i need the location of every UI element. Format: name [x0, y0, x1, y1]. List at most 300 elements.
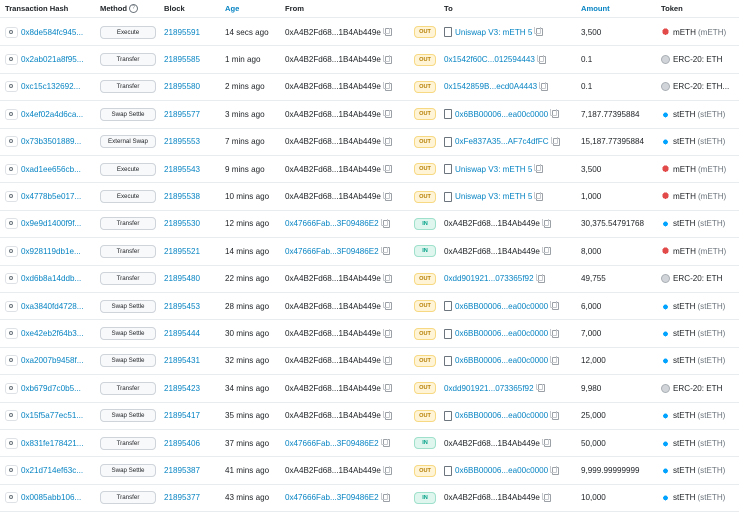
block-link[interactable]: 21895406	[164, 438, 201, 448]
direction-cell	[414, 382, 436, 394]
direction-cell	[414, 54, 436, 66]
hash-cell	[5, 191, 93, 202]
amount-cell: 3,500	[581, 27, 602, 37]
token-name[interactable]: stETH	[673, 493, 696, 503]
block-cell	[164, 110, 220, 119]
block-cell	[164, 356, 220, 365]
block-cell	[164, 165, 220, 174]
from-address: 0xA4B2Fd68...1B4Ab449e	[285, 411, 381, 421]
eye-icon[interactable]	[5, 164, 18, 175]
steth-token-icon	[661, 411, 670, 420]
block-cell	[164, 439, 220, 448]
hash-cell	[5, 164, 93, 175]
transaction-hash-link[interactable]: 0x4ef02a4d6ca...	[21, 109, 84, 119]
copy-icon[interactable]	[552, 330, 559, 338]
table-row	[0, 101, 739, 128]
to-address[interactable]: 0x1542859B...ecd0A4443	[444, 82, 538, 92]
token-name[interactable]: stETH	[673, 219, 696, 229]
token-cell	[661, 82, 739, 91]
copy-icon[interactable]	[385, 138, 392, 146]
eye-icon[interactable]	[5, 81, 18, 92]
to-address: 0xA4B2Fd68...1B4Ab449e	[444, 246, 540, 256]
to-address[interactable]: 0x6BB00006...ea00c0000	[455, 466, 549, 476]
steth-token-icon	[661, 110, 670, 119]
copy-icon[interactable]	[552, 357, 559, 365]
method-cell	[100, 354, 158, 367]
token-symbol: (mETH)	[697, 164, 727, 174]
amount-cell: 25,000	[581, 411, 606, 421]
method-badge: Execute	[100, 190, 156, 203]
to-cell	[444, 247, 578, 256]
token-name[interactable]: stETH	[673, 438, 696, 448]
method-cell	[100, 300, 158, 313]
eth-token-icon	[661, 274, 670, 283]
token-name[interactable]: stETH	[673, 411, 696, 421]
eye-icon[interactable]	[5, 273, 18, 284]
copy-icon[interactable]	[385, 302, 392, 310]
transaction-hash-link[interactable]: 0x9e9d1400f9f...	[21, 219, 82, 229]
table-row	[0, 403, 739, 430]
copy-icon[interactable]	[385, 28, 392, 36]
to-address[interactable]: Uniswap V3: mETH 5	[455, 164, 533, 174]
hash-cell	[5, 355, 93, 366]
eye-icon[interactable]	[5, 410, 18, 421]
method-badge: External Swap	[100, 135, 156, 148]
from-cell	[285, 302, 411, 311]
table-row	[0, 320, 739, 347]
header-amount[interactable]: Amount	[581, 4, 610, 13]
from-address[interactable]: 0x47666Fab...3F09486E2	[285, 246, 379, 256]
direction-cell	[414, 218, 436, 230]
hash-cell	[5, 54, 93, 65]
method-cell	[100, 437, 158, 450]
eye-icon[interactable]	[5, 109, 18, 120]
token-cell	[661, 384, 739, 393]
contract-icon	[444, 192, 452, 202]
block-cell	[164, 55, 220, 64]
to-address[interactable]: 0x6BB00006...ea00c0000	[455, 411, 549, 421]
table-row	[0, 485, 739, 512]
transaction-hash-link[interactable]: 0x4778b5e017...	[21, 192, 82, 202]
block-cell	[164, 82, 220, 91]
direction-cell	[414, 136, 436, 148]
copy-icon[interactable]	[552, 110, 559, 118]
amount-cell: 10,000	[581, 493, 606, 503]
block-link[interactable]: 21895580	[164, 82, 201, 92]
block-link[interactable]: 21895521	[164, 246, 201, 256]
block-link[interactable]: 21895377	[164, 493, 201, 503]
token-name[interactable]: ERC-20: ETH	[673, 274, 723, 284]
from-cell	[285, 466, 411, 475]
token-cell	[661, 411, 739, 420]
token-symbol: (stETH)	[697, 219, 726, 229]
eye-icon[interactable]	[5, 136, 18, 147]
transaction-hash-link[interactable]: 0x21d714ef63c...	[21, 466, 84, 476]
direction-cell	[414, 300, 436, 312]
copy-icon[interactable]	[536, 28, 543, 36]
token-symbol: (mETH)	[697, 27, 727, 37]
method-cell	[100, 382, 158, 395]
table-row	[0, 46, 739, 73]
method-cell	[100, 190, 158, 203]
method-cell	[100, 245, 158, 258]
contract-icon	[444, 109, 452, 119]
copy-icon[interactable]	[538, 275, 545, 283]
method-cell	[100, 108, 158, 121]
question-icon[interactable]: ?	[129, 4, 138, 13]
method-cell	[100, 327, 158, 340]
to-address[interactable]: 0x6BB00006...ea00c0000	[455, 329, 549, 339]
copy-icon[interactable]	[552, 412, 559, 420]
copy-icon[interactable]	[383, 220, 390, 228]
block-link[interactable]: 21895387	[164, 466, 201, 476]
transaction-hash-link[interactable]: 0xe42eb2f64b3...	[21, 329, 84, 339]
copy-icon[interactable]	[385, 193, 392, 201]
copy-icon[interactable]	[385, 467, 392, 475]
copy-icon[interactable]	[541, 83, 548, 91]
token-name[interactable]: ERC-20: ETH	[673, 55, 723, 65]
table-row	[0, 293, 739, 320]
to-cell	[444, 466, 578, 476]
direction-cell	[414, 410, 436, 422]
token-cell	[661, 137, 739, 146]
direction-badge: OUT	[414, 382, 436, 394]
method-cell	[100, 409, 158, 422]
token-name[interactable]: mETH	[673, 164, 696, 174]
method-badge: Transfer	[100, 245, 156, 258]
table-row	[0, 266, 739, 293]
method-badge: Swap Settle	[100, 409, 156, 422]
to-address[interactable]: 0xFe837A35...AF7c4dfFC	[455, 137, 549, 147]
hash-cell	[5, 81, 93, 92]
eye-icon[interactable]	[5, 465, 18, 476]
to-address[interactable]: 0x1542f60C...012594443	[444, 55, 535, 65]
to-address[interactable]: 0x6BB00006...ea00c0000	[455, 301, 549, 311]
token-name[interactable]: mETH	[673, 192, 696, 202]
method-badge: Swap Settle	[100, 300, 156, 313]
table-row	[0, 457, 739, 484]
copy-icon[interactable]	[383, 247, 390, 255]
block-cell	[164, 219, 220, 228]
table-row	[0, 211, 739, 238]
meth-token-icon	[661, 247, 670, 256]
direction-badge: OUT	[414, 81, 436, 93]
copy-icon[interactable]	[538, 384, 545, 392]
block-link[interactable]: 21895480	[164, 274, 201, 284]
age-cell: 28 mins ago	[225, 301, 270, 311]
to-address[interactable]: 0x6BB00006...ea00c0000	[455, 356, 549, 366]
direction-cell	[414, 465, 436, 477]
direction-cell	[414, 191, 436, 203]
from-address: 0xA4B2Fd68...1B4Ab449e	[285, 301, 381, 311]
steth-token-icon	[661, 329, 670, 338]
token-name[interactable]: stETH	[673, 109, 696, 119]
direction-badge: OUT	[414, 163, 436, 175]
hash-cell	[5, 109, 93, 120]
header-to: To	[444, 4, 453, 13]
eye-icon[interactable]	[5, 191, 18, 202]
amount-cell: 1,000	[581, 192, 602, 202]
eye-icon[interactable]	[5, 218, 18, 229]
method-cell	[100, 217, 158, 230]
from-address: 0xA4B2Fd68...1B4Ab449e	[285, 109, 381, 119]
transaction-hash-link[interactable]: 0x8de584fc945...	[21, 27, 84, 37]
from-cell	[285, 274, 411, 283]
eye-icon[interactable]	[5, 438, 18, 449]
token-name[interactable]: mETH	[673, 246, 696, 256]
token-cell	[661, 329, 739, 338]
eye-icon[interactable]	[5, 355, 18, 366]
block-link[interactable]: 21895543	[164, 164, 201, 174]
block-link[interactable]: 21895553	[164, 137, 201, 147]
token-cell	[661, 55, 739, 64]
block-cell	[164, 137, 220, 146]
token-cell	[661, 439, 739, 448]
copy-icon[interactable]	[385, 330, 392, 338]
block-link[interactable]: 21895585	[164, 55, 201, 65]
amount-cell: 7,000	[581, 329, 602, 339]
token-symbol: (stETH)	[697, 466, 726, 476]
direction-badge: IN	[414, 218, 436, 230]
direction-badge: IN	[414, 437, 436, 449]
direction-cell	[414, 108, 436, 120]
token-cell	[661, 493, 739, 502]
method-badge: Swap Settle	[100, 464, 156, 477]
transaction-hash-link[interactable]: 0xb679d7c0b5...	[21, 383, 81, 393]
copy-icon[interactable]	[385, 412, 392, 420]
block-link[interactable]: 21895417	[164, 411, 201, 421]
copy-icon[interactable]	[385, 357, 392, 365]
transaction-hash-link[interactable]: 0x15f5a77ec51...	[21, 411, 84, 421]
method-cell	[100, 80, 158, 93]
to-cell	[444, 356, 578, 366]
token-name[interactable]: ERC-20: ETH	[673, 383, 723, 393]
copy-icon[interactable]	[385, 165, 392, 173]
from-address[interactable]: 0x47666Fab...3F09486E2	[285, 219, 379, 229]
from-address[interactable]: 0x47666Fab...3F09486E2	[285, 438, 379, 448]
method-badge: Transfer	[100, 491, 156, 504]
to-cell	[444, 384, 578, 393]
contract-icon	[444, 137, 452, 147]
from-address: 0xA4B2Fd68...1B4Ab449e	[285, 274, 381, 284]
block-link[interactable]: 21895431	[164, 356, 201, 366]
block-link[interactable]: 21895423	[164, 383, 201, 393]
header-from: From	[285, 4, 304, 13]
contract-icon	[444, 411, 452, 421]
method-cell	[100, 491, 158, 504]
method-cell	[100, 26, 158, 39]
transaction-hash-link[interactable]: 0x831fe178421...	[21, 438, 84, 448]
direction-cell	[414, 355, 436, 367]
copy-icon[interactable]	[536, 165, 543, 173]
hash-cell	[5, 438, 93, 449]
amount-cell: 8,000	[581, 246, 602, 256]
token-name[interactable]: stETH	[673, 466, 696, 476]
token-symbol: (stETH)	[697, 109, 726, 119]
copy-icon[interactable]	[385, 110, 392, 118]
direction-badge: IN	[414, 245, 436, 257]
to-cell	[444, 164, 578, 174]
from-cell	[285, 137, 411, 146]
direction-badge: IN	[414, 492, 436, 504]
from-address[interactable]: 0x47666Fab...3F09486E2	[285, 493, 379, 503]
copy-icon[interactable]	[544, 247, 551, 255]
block-cell	[164, 28, 220, 37]
copy-icon[interactable]	[552, 302, 559, 310]
copy-icon[interactable]	[385, 56, 392, 64]
contract-icon	[444, 356, 452, 366]
transaction-hash-link[interactable]: 0xad1ee656cb...	[21, 164, 81, 174]
age-cell: 2 mins ago	[225, 82, 265, 92]
transaction-hash-link[interactable]: 0x0085abb106...	[21, 493, 82, 503]
block-link[interactable]: 21895577	[164, 109, 201, 119]
to-address[interactable]: Uniswap V3: mETH 5	[455, 192, 533, 202]
age-cell: 14 secs ago	[225, 27, 269, 37]
direction-cell	[414, 437, 436, 449]
method-badge: Swap Settle	[100, 327, 156, 340]
age-cell: 32 mins ago	[225, 356, 270, 366]
amount-cell: 15,187.77395884	[581, 137, 645, 147]
copy-icon[interactable]	[544, 220, 551, 228]
from-address: 0xA4B2Fd68...1B4Ab449e	[285, 82, 381, 92]
to-cell	[444, 411, 578, 421]
token-name[interactable]: stETH	[673, 137, 696, 147]
copy-icon[interactable]	[385, 384, 392, 392]
method-badge: Execute	[100, 26, 156, 39]
copy-icon[interactable]	[536, 193, 543, 201]
method-cell	[100, 464, 158, 477]
block-cell	[164, 302, 220, 311]
meth-token-icon	[661, 192, 670, 201]
age-cell: 1 min ago	[225, 55, 261, 65]
header-method-label: Method	[100, 4, 127, 13]
token-cell	[661, 165, 739, 174]
copy-icon[interactable]	[385, 275, 392, 283]
to-cell	[444, 27, 578, 37]
from-address: 0xA4B2Fd68...1B4Ab449e	[285, 137, 381, 147]
direction-badge: OUT	[414, 54, 436, 66]
to-cell	[444, 301, 578, 311]
direction-badge: OUT	[414, 273, 436, 285]
block-cell	[164, 329, 220, 338]
token-symbol: (mETH)	[697, 192, 727, 202]
to-cell	[444, 329, 578, 339]
block-cell	[164, 466, 220, 475]
table-row	[0, 183, 739, 210]
copy-icon[interactable]	[544, 439, 551, 447]
steth-token-icon	[661, 219, 670, 228]
token-cell	[661, 356, 739, 365]
from-address: 0xA4B2Fd68...1B4Ab449e	[285, 329, 381, 339]
token-name[interactable]: ERC-20: ETH...	[673, 82, 730, 92]
eye-icon[interactable]	[5, 246, 18, 257]
transaction-hash-link[interactable]: 0xa2007b9458f...	[21, 356, 84, 366]
eye-icon[interactable]	[5, 492, 18, 503]
to-cell	[444, 274, 578, 283]
amount-cell: 6,000	[581, 301, 602, 311]
from-address: 0xA4B2Fd68...1B4Ab449e	[285, 27, 381, 37]
eye-icon[interactable]	[5, 54, 18, 65]
eye-icon[interactable]	[5, 27, 18, 38]
block-link[interactable]: 21895453	[164, 301, 201, 311]
block-link[interactable]: 21895538	[164, 192, 201, 202]
amount-cell: 9,980	[581, 383, 602, 393]
token-name[interactable]: stETH	[673, 329, 696, 339]
copy-icon[interactable]	[383, 494, 390, 502]
direction-badge: OUT	[414, 26, 436, 38]
amount-cell: 3,500	[581, 164, 602, 174]
from-cell	[285, 247, 411, 256]
method-badge: Execute	[100, 163, 156, 176]
age-cell: 10 mins ago	[225, 192, 270, 202]
token-cell	[661, 274, 739, 283]
to-address: 0xA4B2Fd68...1B4Ab449e	[444, 438, 540, 448]
steth-token-icon	[661, 302, 670, 311]
token-name[interactable]: stETH	[673, 301, 696, 311]
token-name[interactable]: mETH	[673, 27, 696, 37]
transaction-hash-link[interactable]: 0x928119db1e...	[21, 246, 81, 256]
block-link[interactable]: 21895444	[164, 329, 201, 339]
from-cell	[285, 55, 411, 64]
hash-cell	[5, 246, 93, 257]
from-cell	[285, 411, 411, 420]
method-badge: Swap Settle	[100, 108, 156, 121]
copy-icon[interactable]	[385, 83, 392, 91]
from-address: 0xA4B2Fd68...1B4Ab449e	[285, 192, 381, 202]
to-address[interactable]: 0xdd901921...073365f92	[444, 274, 534, 284]
transaction-hash-link[interactable]: 0x2ab021a8f95...	[21, 55, 84, 65]
copy-icon[interactable]	[552, 467, 559, 475]
table-row	[0, 430, 739, 457]
token-cell	[661, 192, 739, 201]
token-symbol: (stETH)	[697, 493, 726, 503]
token-cell	[661, 302, 739, 311]
direction-cell	[414, 245, 436, 257]
to-address[interactable]: 0x6BB00006...ea00c0000	[455, 109, 549, 119]
transaction-hash-link[interactable]: 0xc15c132692...	[21, 82, 81, 92]
amount-cell: 9,999.99999999	[581, 466, 640, 476]
block-link[interactable]: 21895530	[164, 219, 201, 229]
direction-cell	[414, 26, 436, 38]
block-cell	[164, 274, 220, 283]
table-row	[0, 156, 739, 183]
to-address[interactable]: 0xdd901921...073365f92	[444, 383, 534, 393]
header-age-toggle[interactable]: Age	[225, 4, 240, 13]
from-cell	[285, 110, 411, 119]
header-token: Token	[661, 4, 683, 13]
token-symbol: (stETH)	[697, 329, 726, 339]
from-cell	[285, 219, 411, 228]
contract-icon	[444, 466, 452, 476]
table-row	[0, 375, 739, 402]
steth-token-icon	[661, 493, 670, 502]
copy-icon[interactable]	[539, 56, 546, 64]
eye-icon[interactable]	[5, 383, 18, 394]
copy-icon[interactable]	[544, 494, 551, 502]
block-link[interactable]: 21895591	[164, 27, 201, 37]
steth-token-icon	[661, 466, 670, 475]
eye-icon[interactable]	[5, 328, 18, 339]
transaction-hash-link[interactable]: 0x73b3501889...	[21, 137, 82, 147]
copy-icon[interactable]	[553, 138, 560, 146]
eye-icon[interactable]	[5, 301, 18, 312]
token-name[interactable]: stETH	[673, 356, 696, 366]
contract-icon	[444, 329, 452, 339]
transaction-hash-link[interactable]: 0xa3840fd4728...	[21, 301, 84, 311]
to-address[interactable]: Uniswap V3: mETH 5	[455, 27, 533, 37]
transaction-hash-link[interactable]: 0xd6b8a14ddb...	[21, 274, 82, 284]
copy-icon[interactable]	[383, 439, 390, 447]
